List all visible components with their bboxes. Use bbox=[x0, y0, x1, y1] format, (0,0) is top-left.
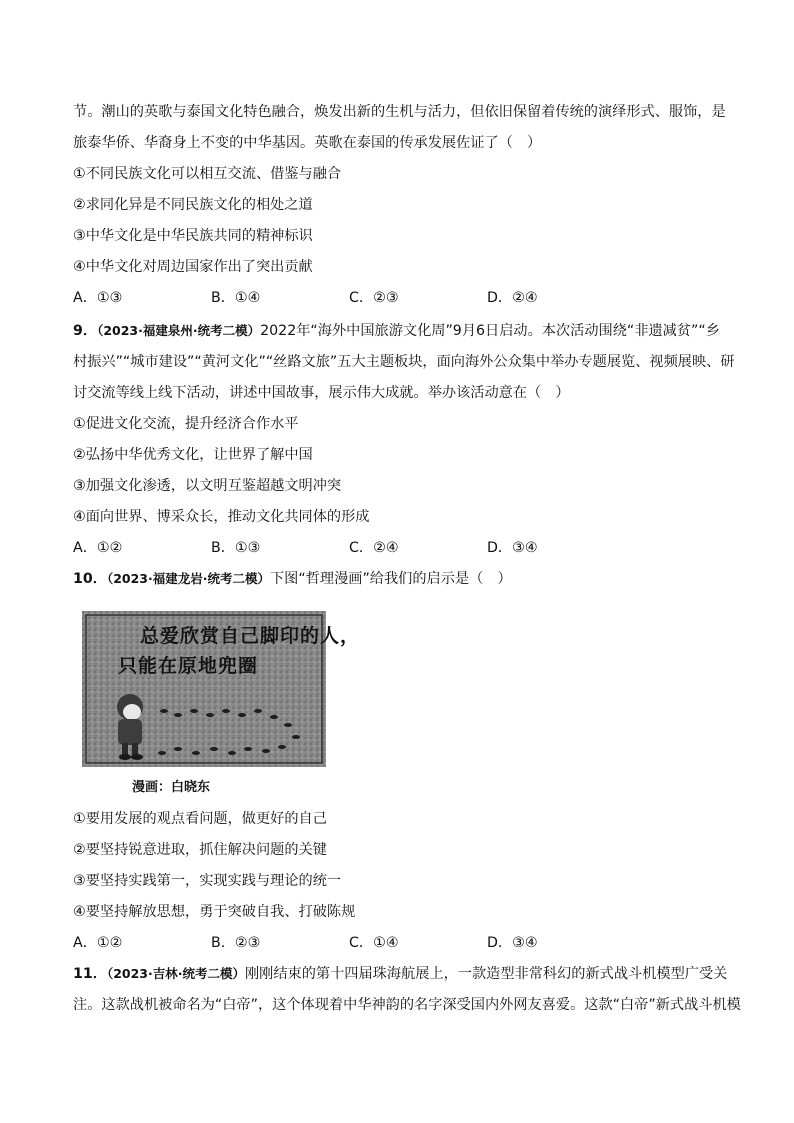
q9-choice-a: A．①② bbox=[73, 540, 123, 556]
q9-stem-line-2: 村振兴”“城市建设”“黄河文化”“丝路文旅”五大主题板块，面向海外公众集中举办专题展览、视频展映、研 bbox=[73, 354, 735, 370]
q11-stem-line-2: 注。这款战机被命名为“白帝”，这个体现着中华神韵的名字深受国内外网友喜爱。这款“白帝”新式战斗机模 bbox=[73, 997, 741, 1013]
q9-stem-line-3: 讨交流等线上线下活动，讲述中国故事，展示伟大成就。举办该活动意在（ ） bbox=[73, 385, 570, 401]
q8-stem-line-2: 旅泰华侨、华裔身上不变的中华基因。英歌在泰国的传承发展佐证了（ ） bbox=[73, 135, 542, 151]
q8-choice-a: A．①③ bbox=[73, 290, 123, 306]
q9-option-1: ①促进文化交流，提升经济合作水平 bbox=[73, 416, 299, 432]
q8-choice-b: B．①④ bbox=[211, 290, 261, 306]
q8-choice-d: D．②④ bbox=[487, 290, 538, 306]
q10-source: （2023·福建龙岩·统考二模） bbox=[106, 571, 270, 586]
q8-option-3: ③中华文化是中华民族共同的精神标识 bbox=[73, 228, 313, 244]
q8-option-4: ④中华文化对周边国家作出了突出贡献 bbox=[73, 259, 313, 275]
q9-choice-d: D．③④ bbox=[487, 540, 538, 556]
q9-stem-line-1 bbox=[73, 321, 720, 341]
q10-choice-b: B．②③ bbox=[211, 935, 261, 951]
q9-option-3: ③加强文化渗透，以文明互鉴超越文明冲突 bbox=[73, 478, 342, 494]
q11-stem-text: 刚刚结束的第十四届珠海航展上，一款造型非常科幻的新式战斗机模型广受关 bbox=[244, 966, 728, 982]
q9-source: （2023·福建泉州·统考二模） bbox=[97, 323, 261, 338]
q11-number: 11． bbox=[73, 966, 107, 982]
q9-choice-b: B．①③ bbox=[211, 540, 261, 556]
q11-stem-line-1 bbox=[73, 964, 727, 984]
q9-number: 9． bbox=[73, 323, 98, 339]
q10-stem-text: 下图“哲理漫画”给我们的启示是（ ） bbox=[269, 571, 512, 587]
q10-choice-c: C．①④ bbox=[349, 935, 399, 951]
q10-option-4: ④要坚持解放思想，勇于突破自我、打破陈规 bbox=[73, 904, 356, 920]
q10-option-1: ①要用发展的观点看问题，做更好的自己 bbox=[73, 811, 327, 827]
q9-option-2: ②弘扬中华优秀文化，让世界了解中国 bbox=[73, 447, 313, 463]
q8-option-1: ①不同民族文化可以相互交流、借鉴与融合 bbox=[73, 166, 342, 182]
q9-stem-text: 2022年“海外中国旅游文化周”9月6日启动。本次活动围绕“非遗减贫”“乡 bbox=[260, 323, 720, 339]
q8-option-2: ②求同化异是不同民族文化的相处之道 bbox=[73, 197, 313, 213]
cartoon-text-line-1: 总爱欣赏自己脚印的人， bbox=[140, 625, 361, 647]
q10-stem-line-1 bbox=[73, 569, 512, 589]
cartoon-text-line-2: 只能在原地兜圈 bbox=[118, 655, 259, 677]
q10-choice-a: A．①② bbox=[73, 935, 123, 951]
q10-option-2: ②要坚持锐意进取，抓住解决问题的关键 bbox=[73, 842, 327, 858]
philosophy-cartoon bbox=[82, 611, 361, 767]
q10-number: 10． bbox=[73, 571, 107, 587]
q11-source: （2023·吉林·统考二模） bbox=[106, 966, 245, 981]
q10-choice-d: D．③④ bbox=[487, 935, 538, 951]
q9-option-4: ④面向世界、博采众长，推动文化共同体的形成 bbox=[73, 509, 370, 525]
q8-choice-c: C．②③ bbox=[349, 290, 399, 306]
q8-stem-line-1: 节。潮山的英歌与泰国文化特色融合，焕发出新的生机与活力，但依旧保留着传统的演绎形式、服饰，是 bbox=[73, 104, 726, 120]
q10-option-3: ③要坚持实践第一，实现实践与理论的统一 bbox=[73, 873, 342, 889]
cartoon-caption: 漫画：白晓东 bbox=[132, 780, 211, 795]
q9-choice-c: C．②④ bbox=[349, 540, 399, 556]
